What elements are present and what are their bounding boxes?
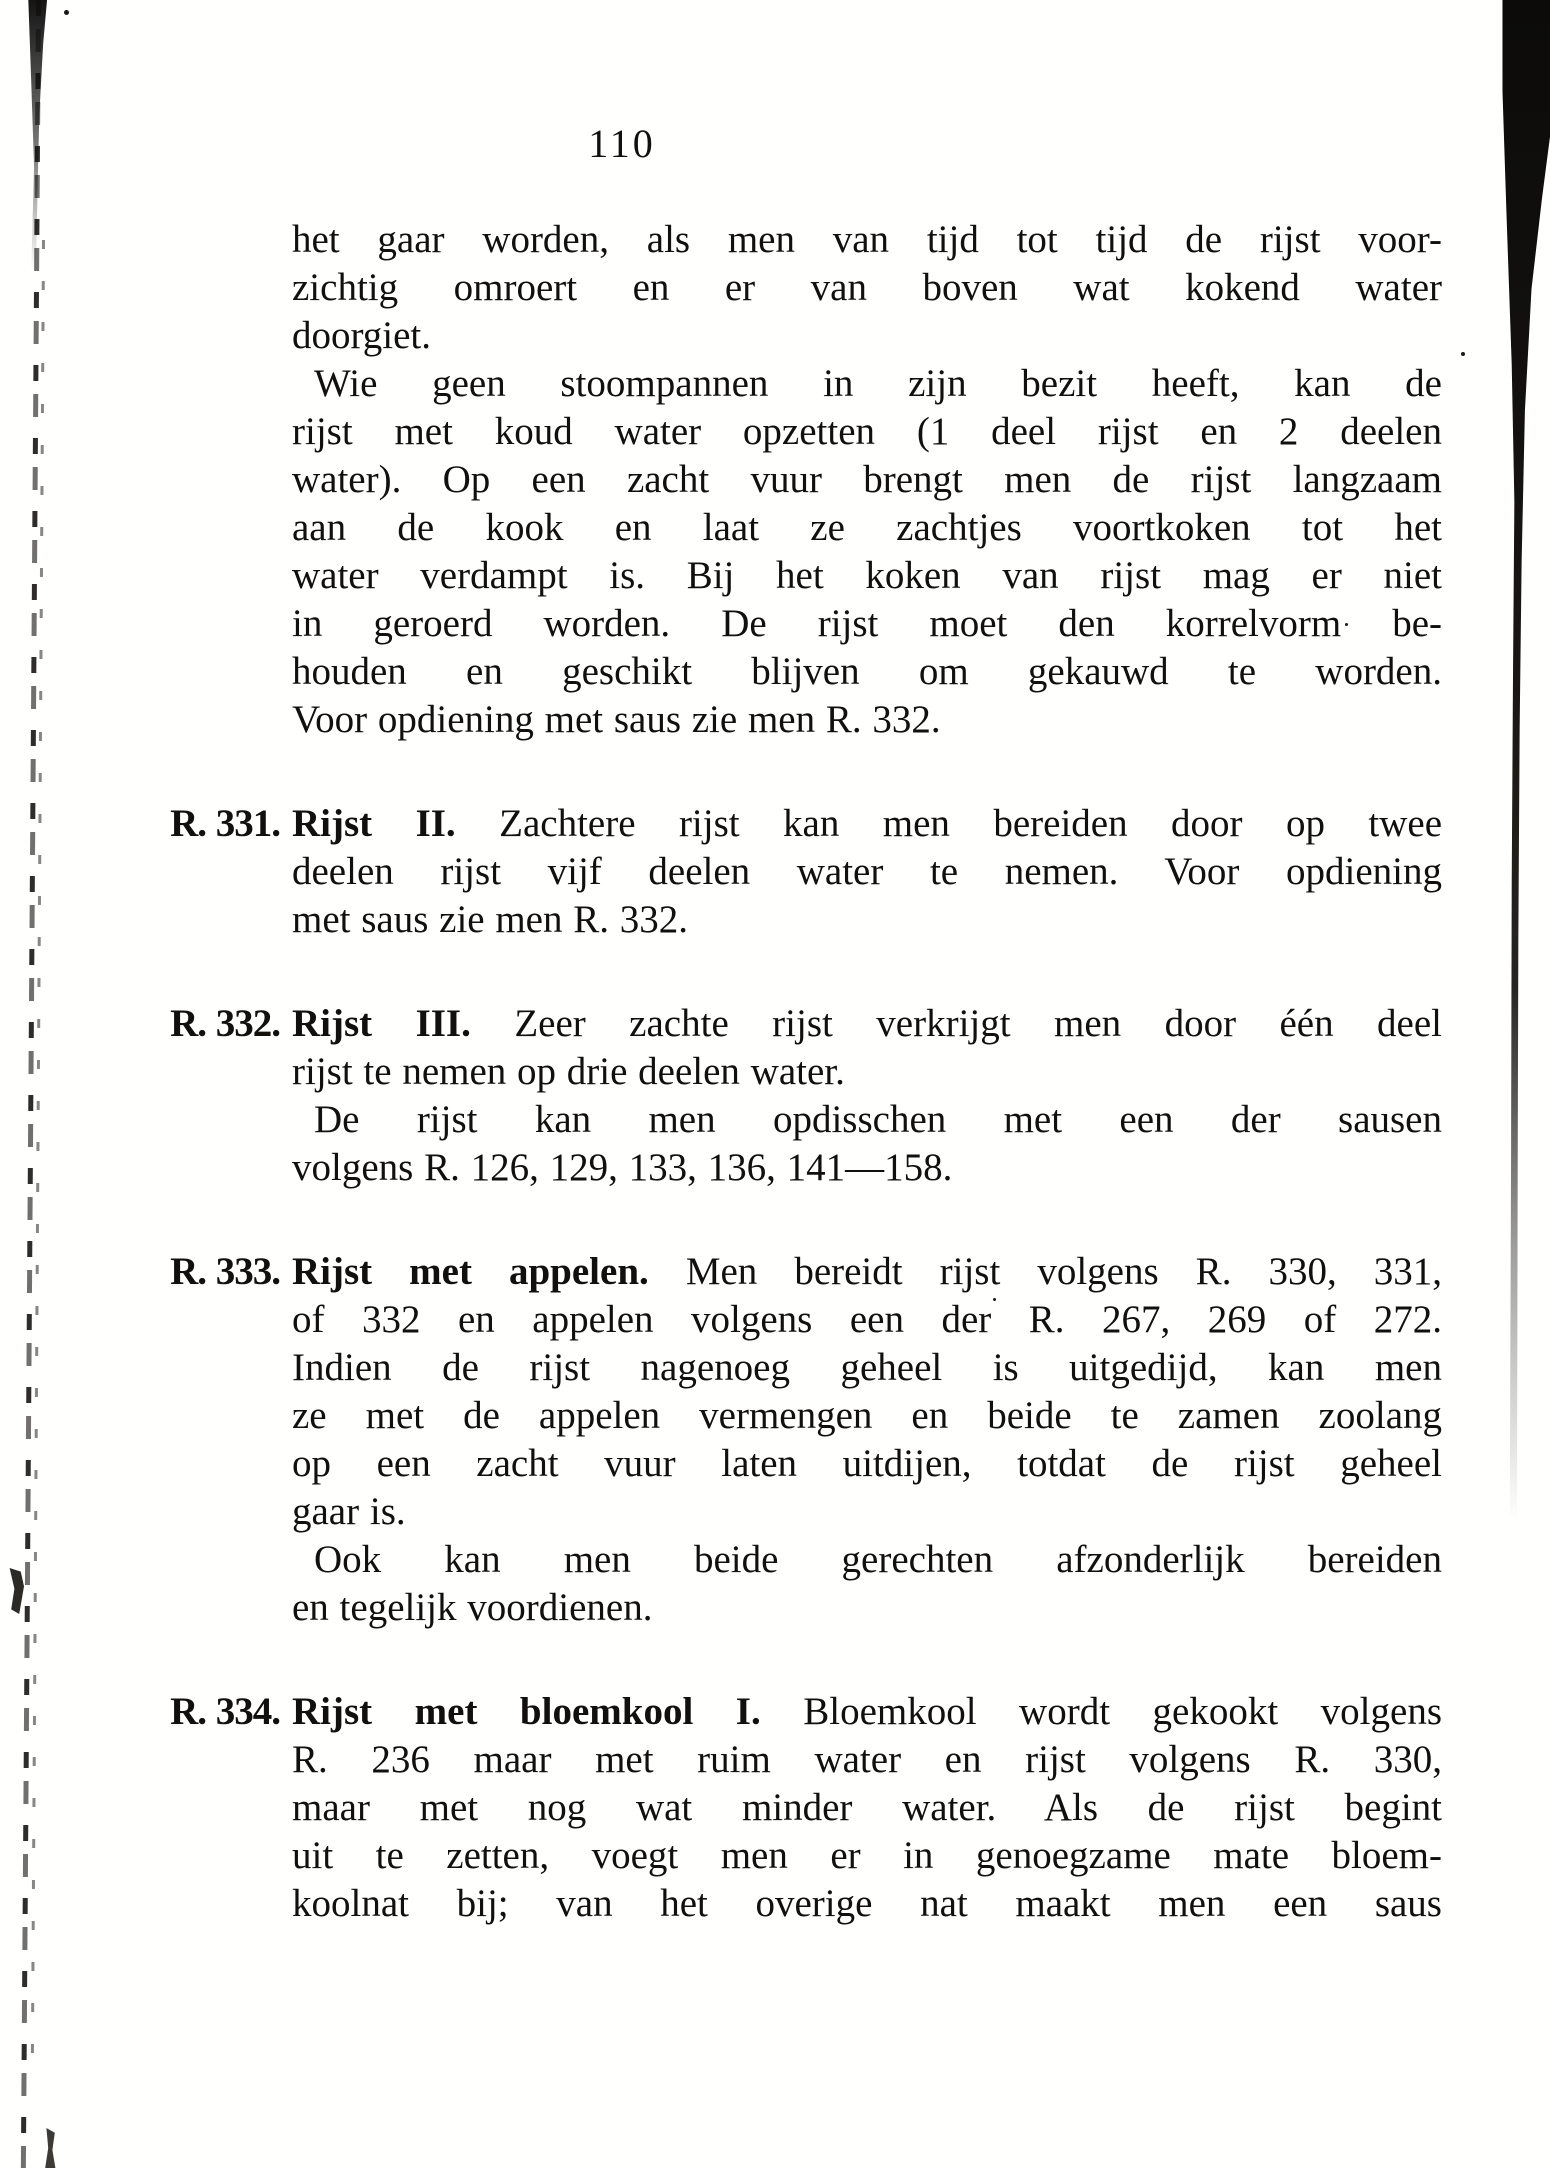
paragraph <box>292 216 1442 360</box>
page-number: 110 <box>588 121 656 166</box>
text-line: deelen rijst vijf deelen water te nemen. Voor opdiening <box>292 850 1442 893</box>
line-text: Men bereidt rijst volgens R. 330, 331, <box>685 1250 1443 1293</box>
recipe-title: Rijst III. <box>292 1002 471 1045</box>
text-line: water verdampt is. Bij het koken van rijst mag er niet <box>292 554 1442 597</box>
recipe <box>170 1688 1442 1928</box>
text-line: Voor opdiening met saus zie men R. 332. <box>292 698 941 741</box>
recipe-title: Rijst met bloemkool I. <box>292 1690 761 1733</box>
text-line: uit te zetten, voegt men er in genoegzame mate bloem- <box>292 1834 1442 1877</box>
text-line <box>170 800 1442 848</box>
text-line: aan de kook en laat ze zachtjes voortkoken tot het <box>292 506 1442 549</box>
text-line: zichtig omroert en er van boven wat kokend water <box>292 266 1442 309</box>
text-line <box>170 1688 1442 1736</box>
text-line: rijst te nemen op drie deelen water. <box>292 1050 845 1093</box>
text-line: rijst met koud water opzetten (1 deel rijst en 2 deelen <box>292 410 1442 453</box>
recipe-number: R. 334. <box>170 1690 280 1733</box>
text-line: koolnat bij; van het overige nat maakt men een saus <box>292 1882 1442 1925</box>
recipe <box>170 1000 1443 1192</box>
paragraph <box>292 360 1442 744</box>
line-text: Zachtere rijst kan men bereiden door op twee <box>499 802 1442 845</box>
recipe-title: Rijst II. <box>292 802 456 845</box>
scan-ink-blob-artifact <box>44 2128 56 2168</box>
recipe <box>170 1248 1443 1632</box>
recipe-number: R. 331. <box>170 802 280 845</box>
line-text: Bloemkool wordt gekookt volgens <box>803 1690 1442 1733</box>
scan-ink-blob-artifact <box>8 1568 24 1614</box>
text-line: R. 236 maar met ruim water en rijst volgens R. 330, <box>292 1738 1442 1781</box>
text-line: gaar is. <box>292 1490 406 1533</box>
text-line: Ook kan men beide gerechten afzonderlijk bereiden <box>314 1538 1442 1581</box>
text-line: Indien de rijst nagenoeg geheel is uitgedijd, kan men <box>292 1346 1442 1389</box>
recipe-number: R. 333. <box>170 1250 280 1293</box>
text-line <box>170 1000 1443 1048</box>
text-block <box>170 216 1443 1928</box>
recipe <box>170 800 1442 944</box>
text-line: water). Op een zacht vuur brengt men de rijst langzaam <box>292 458 1442 501</box>
text-line: Wie geen stoompannen in zijn bezit heeft, kan de <box>314 362 1442 405</box>
scan-binding-shadow-artifact <box>1484 0 1550 1520</box>
recipe-number: R. 332. <box>170 1002 280 1045</box>
text-line: houden en geschikt blijven om gekauwd te worden. <box>292 650 1442 693</box>
text-line: ze met de appelen vermengen en beide te zamen zoolang <box>292 1394 1442 1437</box>
text-line: op een zacht vuur laten uitdijen, totdat de rijst geheel <box>292 1442 1442 1485</box>
text-line: of 332 en appelen volgens een der R. 267, 269 of 272. <box>292 1298 1442 1341</box>
text-line: met saus zie men R. 332. <box>292 898 689 941</box>
scan-speck-artifact <box>1461 352 1465 356</box>
text-line: in geroerd worden. De rijst moet den korrelvorm be- <box>292 602 1442 645</box>
text-line: het gaar worden, als men van tijd tot tijd de rijst voor- <box>292 218 1442 261</box>
text-line: De rijst kan men opdisschen met een der sausen <box>314 1098 1442 1141</box>
recipe-title: Rijst met appelen. <box>292 1250 649 1293</box>
text-line: volgens R. 126, 129, 133, 136, 141—158. <box>292 1146 953 1189</box>
text-line: doorgiet. <box>292 314 432 357</box>
text-line: en tegelijk voordienen. <box>292 1586 653 1629</box>
text-line: maar met nog wat minder water. Als de rijst begint <box>292 1786 1442 1829</box>
line-text: Zeer zachte rijst verkrijgt men door één deel <box>514 1002 1443 1045</box>
text-line <box>170 1248 1443 1296</box>
scan-speck-artifact <box>64 10 69 15</box>
